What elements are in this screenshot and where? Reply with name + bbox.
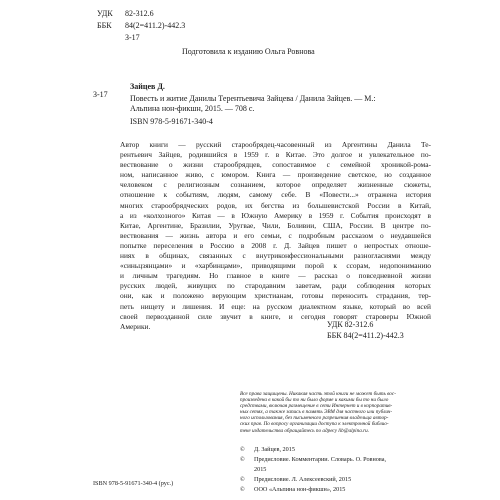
copyright-holder: ООО «Альпина нон-фикшн», 2015 xyxy=(254,486,346,493)
copyright-notice xyxy=(240,391,432,434)
isbn: ISBN 978-5-91671-340-4 xyxy=(130,117,213,126)
copyright-holder-continued: 2015 xyxy=(254,466,267,473)
annotation-line: рентьевич Зайцев, родившийся в 1959 г. в Китае. Это долгое и увлекательное по- xyxy=(120,150,431,160)
annotation-line: попытке переселения в Россию в 2008 г. Д. Зайцев пишет о непростых отноше- xyxy=(120,240,431,250)
annotation-line: отношение к событиям, людям, самому себе. В «Повести...» отражена история xyxy=(120,190,431,200)
author-code-side: З-17 xyxy=(93,90,108,99)
udk-label: УДК xyxy=(97,9,113,18)
copyright-symbol: © xyxy=(240,446,245,453)
annotation-line: они, как и положено верующим христианам, готовы переносить страдания, тер- xyxy=(120,291,431,301)
bib-desc-line: Альпина нон-фикшн, 2015. — 708 с. xyxy=(130,104,255,113)
copyright-item xyxy=(240,485,386,495)
prepared-by-line: Подготовила к изданию Ольга Ровнова xyxy=(182,47,315,56)
annotation-line: и личным трагедиям. Но главное в книге — рассказ о повседневной жизни xyxy=(120,271,431,281)
annotation-line: вествование о жизни старообрядцев, сопоставимое с семейной хроникой-рома- xyxy=(120,160,431,170)
copyright-notice-line: ских прав. По вопросу организации доступа к электронной библио- xyxy=(240,421,389,428)
copyright-notice-line: ного использования, без письменного разрешения владельца автор- xyxy=(240,415,389,422)
bib-desc-line: Повесть и житие Данилы Терентьевича Зайцева / Данила Зайцев. — М.: xyxy=(130,94,376,103)
copyright-item xyxy=(240,445,386,455)
copyright-item xyxy=(240,475,386,485)
annotation-line: многих старообрядческих родов, их бегства из большевистской России в Китай, xyxy=(120,200,431,210)
bbk-value: 84(2=411.2)-442.3 xyxy=(125,21,186,30)
author-code-top: З-17 xyxy=(125,33,140,42)
annotation-line: «синьцзянцами» и «харбинцами», приводящими порой к ссорам, недопониманию xyxy=(120,261,431,271)
copyright-item xyxy=(240,455,386,475)
udk-bottom: УДК 82-312.6 xyxy=(327,320,374,329)
copyright-notice-line: средствами, включая размещение в сети Интернет и в корпоратив- xyxy=(240,403,393,410)
copyright-list xyxy=(240,445,386,495)
copyright-notice-line: Все права защищены. Никакая часть этой книги не может быть вос- xyxy=(240,391,396,397)
copyright-holder: Предисловие. Комментарии. Словарь. О. Ровнова, xyxy=(254,456,387,463)
annotation-line: ниях в общинах, связанных с внутриконфессиональными разногласиями между xyxy=(120,251,431,261)
udk-value: 82-312.6 xyxy=(125,9,154,18)
annotation-line: Автор книги — русский старообрядец-часовенный из Аргентины Данила Те- xyxy=(120,140,431,149)
annotation-line: вествования — жизнь автора и его семьи, с подробным рассказом о неудавшейся xyxy=(120,230,431,240)
copyright-notice-line: ных сетях, а также запись в память ЭВМ для частного или публич- xyxy=(240,409,393,416)
annotation-line: человеком с религиозным сознанием, которое определяет жизненные сюжеты, xyxy=(120,180,431,190)
bbk-bottom: ББК 84(2=411.2)-442.3 xyxy=(327,331,404,340)
annotation-line: а из «колхозного» Китая — в Южную Америку в 1959 г. События происходят в xyxy=(120,210,431,220)
annotation xyxy=(120,140,431,332)
author-heading: Зайцев Д. xyxy=(130,82,165,91)
copyright-holder: Предисловие. Л. Алексеевский, 2015 xyxy=(254,476,352,483)
copyright-holder: Д. Зайцев, 2015 xyxy=(254,446,295,453)
annotation-line: русских людей, живущих по стародавним заветам, ради соблюдения которых xyxy=(120,281,431,291)
copyright-symbol: © xyxy=(240,456,245,463)
annotation-line: своей первозданной силе звучит в книге, и сегодня говорят староверы Южной xyxy=(120,311,431,321)
copyright-symbol: © xyxy=(240,486,245,493)
annotation-line: Америки. xyxy=(120,321,151,331)
annotation-line: ном, написанное живо, с юмором. Книга — произведение светское, но созданное xyxy=(120,170,431,180)
copyright-notice-line: теке издательства обращайтесь по адресу lib@alpina.ru. xyxy=(240,427,370,434)
copyright-notice-line: произведена в какой бы то ни было форме и какими бы то ни было xyxy=(240,397,389,404)
bbk-label: ББК xyxy=(97,21,112,30)
isbn-bottom: ISBN 978-5-91671-340-4 (рус.) xyxy=(93,480,174,487)
annotation-line: Китае, Аргентине, Бразилии, Уругвае, Чили, Боливии, США, России. В центре по- xyxy=(120,220,431,230)
copyright-symbol: © xyxy=(240,476,245,483)
annotation-line: петь нищету и лишения. И еще: на русском диалектном языке, который во всей xyxy=(120,301,431,311)
bibliographic-description xyxy=(130,94,376,114)
